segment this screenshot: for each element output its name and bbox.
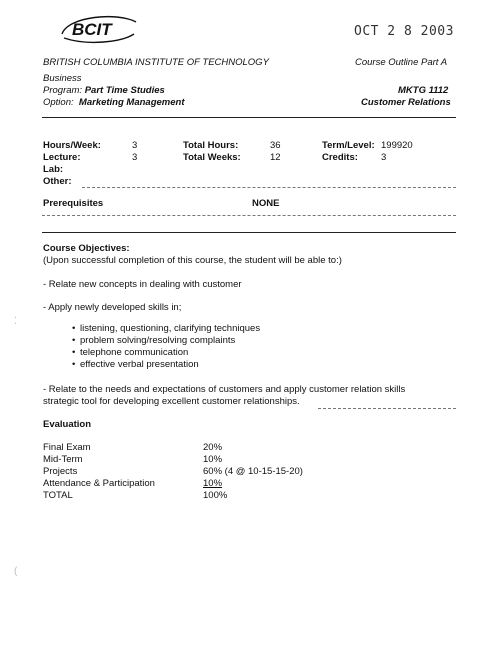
date-stamp: OCT 2 8 2003 [354, 24, 454, 39]
objective-item-3-line-1: - Relate to the needs and expectations of customers and apply customer relation skills [43, 384, 406, 395]
scan-mark: ⁚ [14, 316, 18, 327]
eval-value-mid-term: 10% [203, 454, 223, 465]
lecture-value: 3 [132, 152, 138, 163]
lecture-label: Lecture: [43, 152, 81, 163]
eval-name-projects: Projects [43, 466, 78, 477]
other-label: Other: [43, 176, 72, 187]
other-underline [82, 187, 456, 188]
option-value: Marketing Management [78, 97, 185, 108]
skill-item: • problem solving/resolving complaints [72, 335, 260, 347]
skill-item: • listening, questioning, clarifying techniques [72, 323, 260, 335]
objectives-intro: (Upon successful completion of this course, the student will be able to:) [43, 255, 342, 266]
program-label: Program: [43, 85, 83, 96]
doc-type: Course Outline Part A [355, 57, 448, 68]
section-divider [42, 232, 456, 233]
term-level-value: 199920 [381, 140, 413, 151]
total-weeks-label: Total Weeks: [183, 152, 241, 163]
eval-value-total: 100% [203, 490, 228, 501]
eval-name-mid-term: Mid-Term [43, 454, 83, 465]
eval-name-attendance: Attendance & Participation [43, 478, 155, 489]
total-weeks-value: 12 [270, 152, 281, 163]
skills-list [72, 323, 260, 371]
skill-item: • effective verbal presentation [72, 359, 260, 371]
lab-label: Lab: [43, 164, 64, 175]
prerequisites-value: NONE [252, 198, 280, 209]
course-code: MKTG 1112 [398, 85, 449, 96]
credits-value: 3 [381, 152, 387, 163]
objective-item-2: - Apply newly developed skills in; [43, 302, 182, 313]
term-level-label: Term/Level: [322, 140, 375, 151]
header-divider [42, 117, 456, 118]
credits-label: Credits: [322, 152, 358, 163]
program-value: Part Time Studies [84, 85, 165, 96]
objective-underline [318, 408, 456, 409]
institute-name: BRITISH COLUMBIA INSTITUTE OF TECHNOLOGY [43, 57, 269, 68]
option-label: Option: [43, 97, 74, 108]
eval-name-total: TOTAL [43, 490, 73, 501]
course-title: Customer Relations [361, 97, 451, 108]
hours-week-value: 3 [132, 140, 138, 151]
scan-mark: ( [14, 566, 18, 577]
objective-item-1: - Relate new concepts in dealing with customer [43, 279, 242, 290]
evaluation-heading: Evaluation [43, 419, 92, 430]
total-hours-value: 36 [270, 140, 281, 151]
eval-value-final-exam: 20% [203, 442, 223, 453]
logo-text: BCIT [72, 20, 112, 39]
prerequisites-label: Prerequisites [43, 198, 104, 209]
total-hours-label: Total Hours: [183, 140, 239, 151]
hours-week-label: Hours/Week: [43, 140, 101, 151]
option-line [43, 97, 185, 108]
eval-value-projects: 60% (4 @ 10-15-15-20) [203, 466, 303, 477]
eval-name-final-exam: Final Exam [43, 442, 91, 453]
program-line [43, 85, 165, 96]
school-name: Business [43, 73, 82, 84]
objectives-heading: Course Objectives: [43, 243, 130, 254]
eval-value-attendance: 10% [203, 478, 223, 489]
skill-item: • telephone communication [72, 347, 260, 359]
objective-item-3-line-2: strategic tool for developing excellent customer relationships. [43, 396, 300, 407]
bcit-logo [58, 12, 140, 46]
prereq-underline [42, 215, 456, 216]
